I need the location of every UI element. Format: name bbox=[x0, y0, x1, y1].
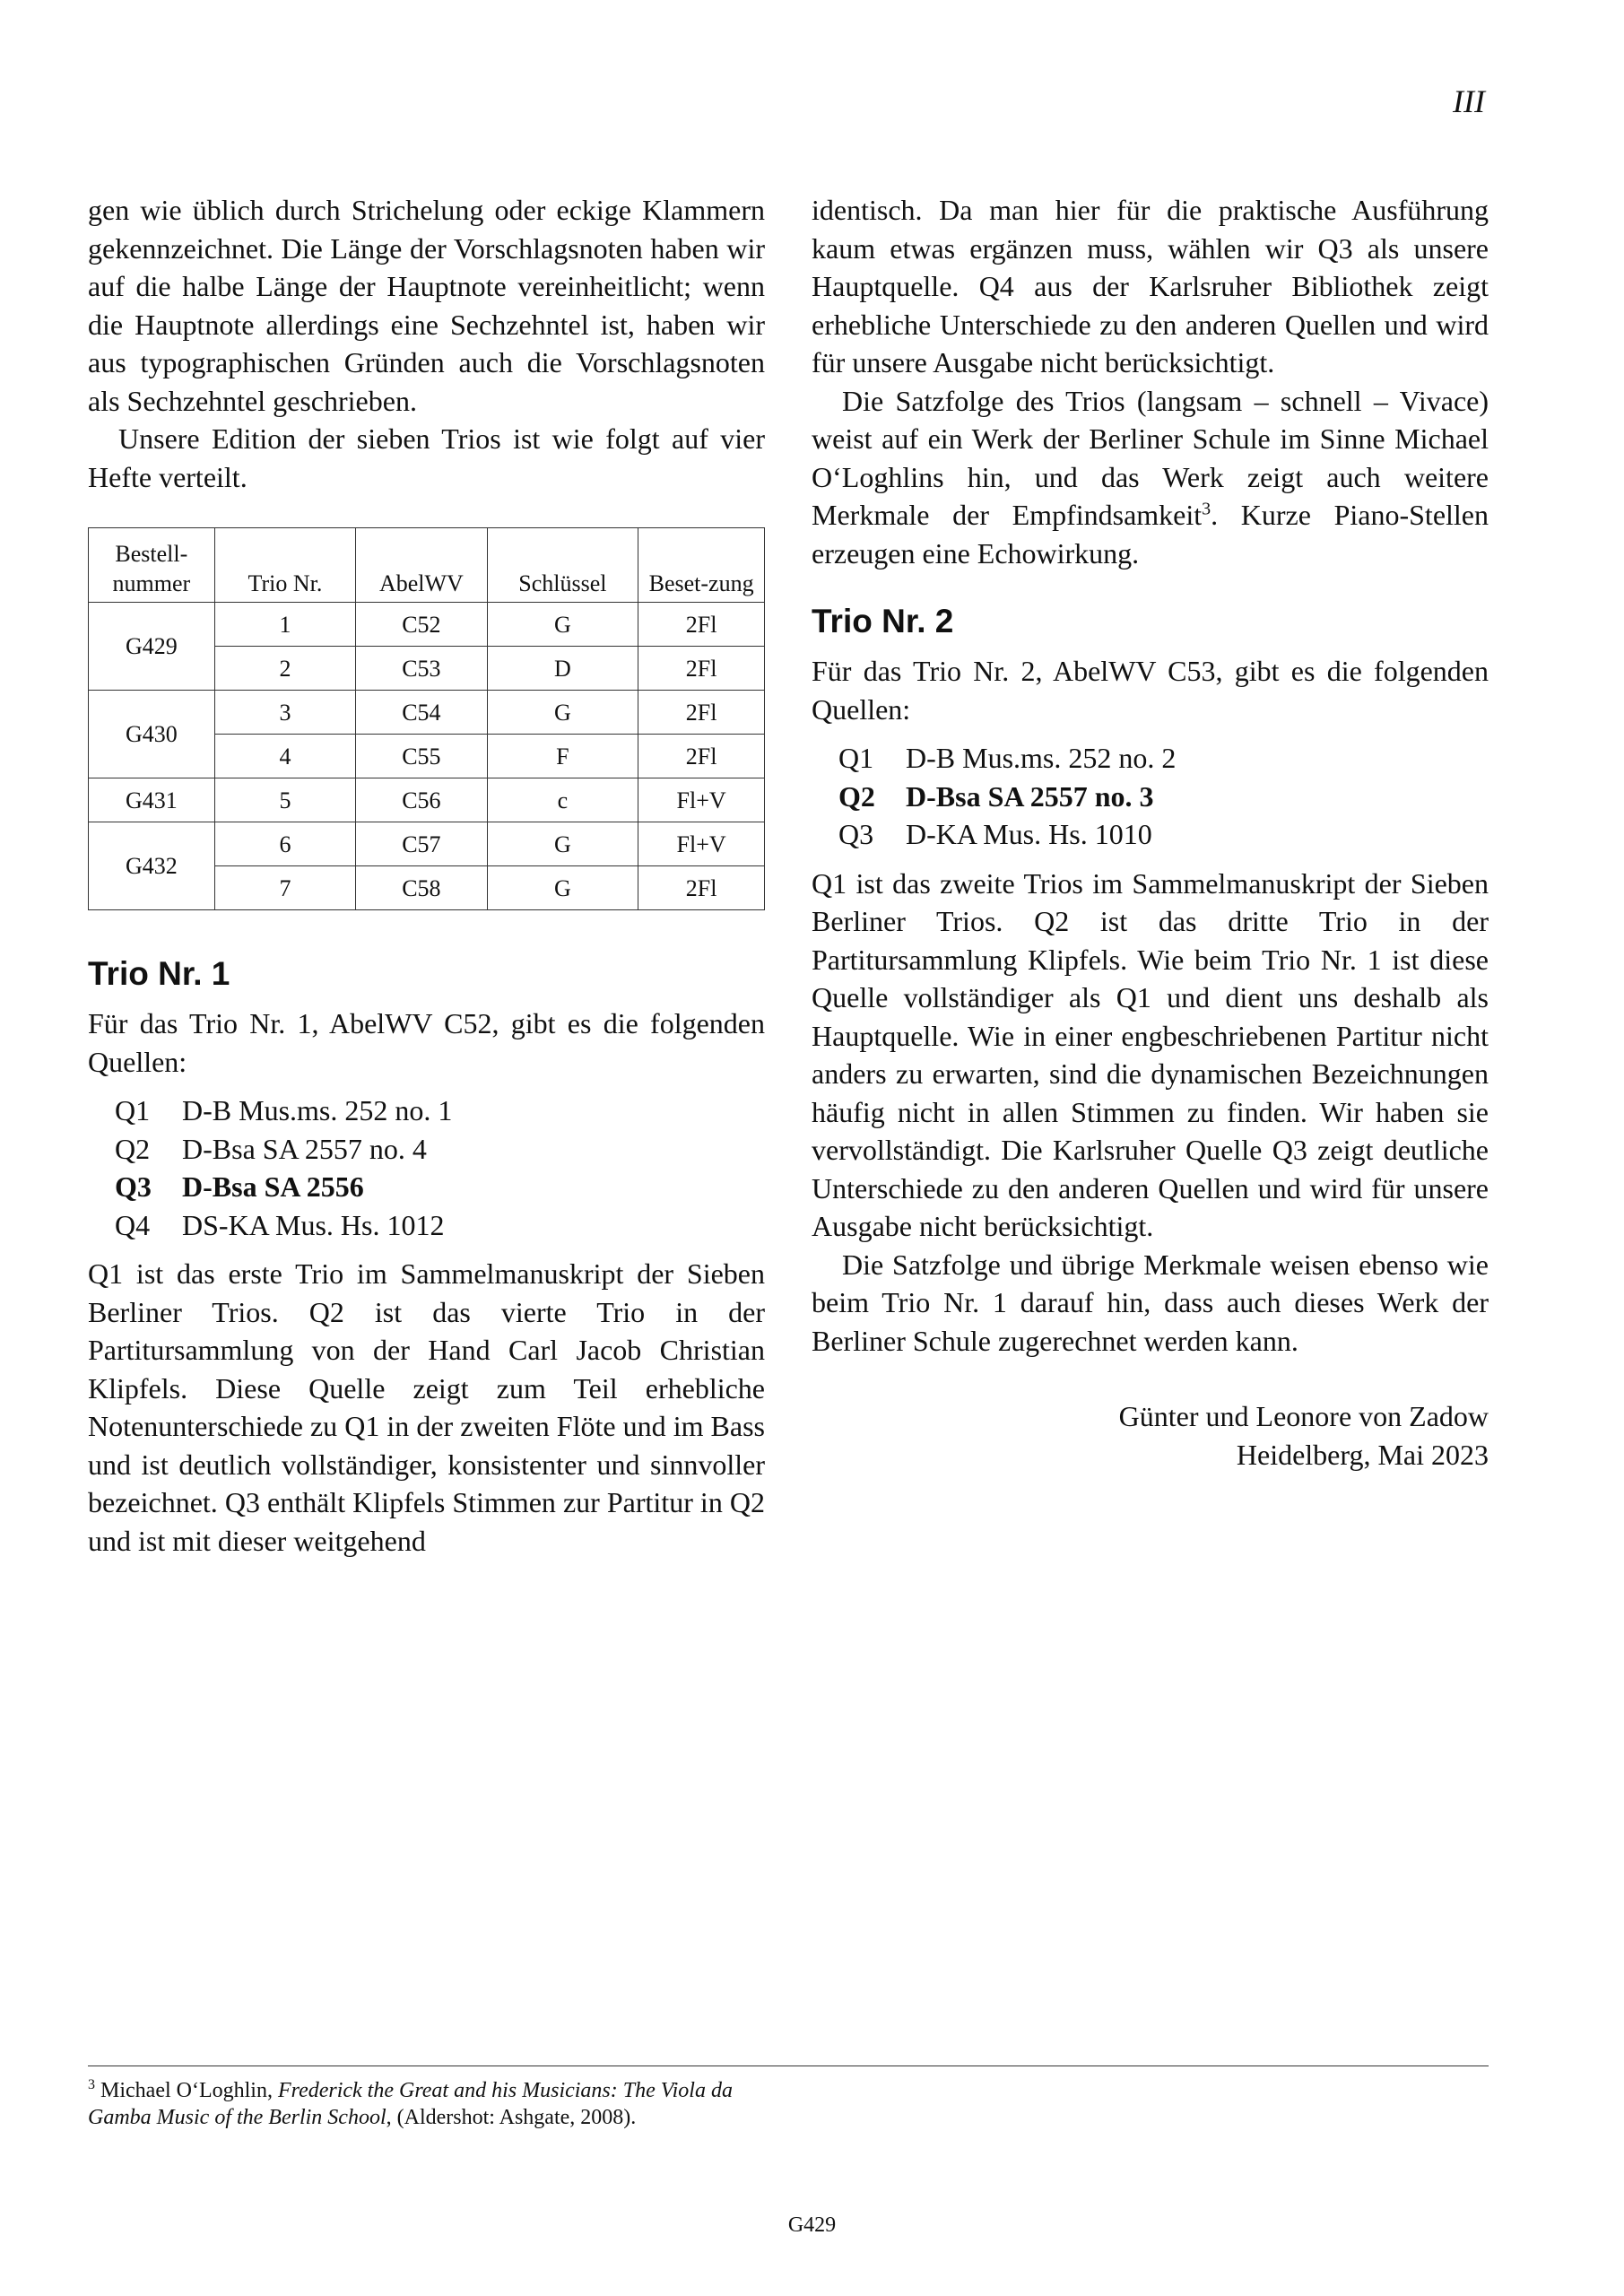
abelwv-cell: C56 bbox=[356, 778, 487, 822]
table-row bbox=[89, 822, 765, 866]
source-code: Q3 bbox=[838, 818, 874, 850]
intro-paragraph: gen wie üblich durch Strichelung oder eckige Klammern gekennzeichnet. Die Länge der Vorschlagsnoten haben wir auf die halbe Länge der Hauptnote vereinheitlicht; wenn die Hauptnote allerdings eine Sechzehntel ist, haben wir aus typographischen Gründen auch die Vorschlagsnoten als Sechzehntel geschrieben. bbox=[88, 194, 765, 417]
header-key: Schlüssel bbox=[487, 528, 638, 603]
source-code: Q2 bbox=[115, 1132, 151, 1165]
key-cell: c bbox=[487, 778, 638, 822]
source-ref: D-Bsa SA 2556 bbox=[182, 1170, 364, 1203]
trio2-source-list bbox=[838, 739, 1489, 854]
scoring-cell: 2Fl bbox=[638, 866, 765, 910]
abelwv-cell: C54 bbox=[356, 691, 487, 735]
order-cell: G429 bbox=[89, 603, 215, 691]
trio1-character-paragraph bbox=[812, 382, 1489, 573]
key-cell: D bbox=[487, 647, 638, 691]
trio1-intro: Für das Trio Nr. 1, AbelWV C52, gibt es die folgenden Quellen: bbox=[88, 1007, 765, 1078]
order-cell: G430 bbox=[89, 691, 215, 778]
source-ref: D-Bsa SA 2557 no. 4 bbox=[182, 1132, 427, 1165]
footnote-publication: , (Aldershot: Ashgate, 2008). bbox=[386, 2106, 637, 2129]
header-trio-number: Trio Nr. bbox=[214, 528, 356, 603]
table-header-row bbox=[89, 528, 765, 603]
right-column bbox=[812, 191, 1489, 1474]
key-cell: G bbox=[487, 822, 638, 866]
abelwv-cell: C55 bbox=[356, 735, 487, 778]
key-cell: G bbox=[487, 691, 638, 735]
trio1-source-list bbox=[115, 1091, 765, 1244]
character-text: Die Satzfolge des Trios (langsam – schnell – Vivace) weist auf ein Werk der Berliner Schule im Sinne Michael O‘Loghlins hin, und das Werk zeigt auch weitere Merkmale der Empfindsamkeit bbox=[812, 384, 1489, 531]
scoring-cell: Fl+V bbox=[638, 822, 765, 866]
source-item bbox=[115, 1091, 765, 1130]
source-code: Q3 bbox=[115, 1170, 152, 1203]
signature bbox=[812, 1397, 1489, 1474]
footnote-reference: 3 bbox=[1202, 499, 1211, 519]
key-cell: G bbox=[487, 866, 638, 910]
footer-edition-code: G429 bbox=[787, 2213, 837, 2237]
main-source-item bbox=[115, 1168, 765, 1206]
trio-cell: 3 bbox=[214, 691, 356, 735]
trio-cell: 2 bbox=[214, 647, 356, 691]
source-code: Q4 bbox=[115, 1208, 151, 1241]
signature-place-date: Heidelberg, Mai 2023 bbox=[1236, 1438, 1489, 1471]
source-code: Q2 bbox=[838, 779, 875, 813]
header-order-number: Bestell-nummer bbox=[89, 528, 215, 603]
abelwv-cell: C57 bbox=[356, 822, 487, 866]
source-code: Q1 bbox=[838, 742, 874, 774]
scoring-cell: Fl+V bbox=[638, 778, 765, 822]
source-ref: D-B Mus.ms. 252 no. 2 bbox=[906, 742, 1177, 774]
source-item bbox=[115, 1130, 765, 1169]
trio2-description: Q1 ist das zweite Trios im Sammelmanuskript der Sieben Berliner Trios. Q2 ist das dritte Trio in der Partitursammlung Klipfels. Wie beim Trio Nr. 1 ist diese Quelle vollständiger als Q1 und dient uns deshalb als Hauptquelle. Wie in einer engbeschriebenen Partitur nicht anders zu erwarten, sind die dynamischen Bezeichnungen häufig nicht in allen Stimmen zu finden. Wir haben sie vervollständigt. Die Karlsruher Quelle Q3 zeigt deutliche Unterschiede zu den anderen Quellen und wird für unsere Ausgabe nicht berücksichtigt. bbox=[812, 866, 1489, 1242]
order-cell: G432 bbox=[89, 822, 215, 910]
edition-table bbox=[88, 527, 765, 910]
source-ref: D-B Mus.ms. 252 no. 1 bbox=[182, 1094, 453, 1126]
table-row bbox=[89, 603, 765, 647]
key-cell: G bbox=[487, 603, 638, 647]
table-row bbox=[89, 778, 765, 822]
trio2-heading: Trio Nr. 2 bbox=[812, 603, 954, 639]
trio-cell: 5 bbox=[214, 778, 356, 822]
table-row bbox=[89, 691, 765, 735]
source-item bbox=[838, 815, 1489, 854]
footnote bbox=[88, 2077, 769, 2131]
abelwv-cell: C58 bbox=[356, 866, 487, 910]
scoring-cell: 2Fl bbox=[638, 691, 765, 735]
trio2-intro: Für das Trio Nr. 2, AbelWV C53, gibt es die folgenden Quellen: bbox=[812, 655, 1489, 726]
trio1-continuation: identisch. Da man hier für die praktische Ausführung kaum etwas ergänzen muss, wählen wir Q3 als unsere Hauptquelle. Q4 aus der Karlsruher Bibliothek zeigt erhebliche Unterschiede zu den anderen Quellen und wird für unsere Ausgabe nicht berücksichtigt. bbox=[812, 194, 1489, 378]
scoring-cell: 2Fl bbox=[638, 647, 765, 691]
character-text-end: . Kurze Piano-Stellen erzeugen eine Echowirkung. bbox=[812, 499, 1489, 570]
trio-cell: 7 bbox=[214, 866, 356, 910]
order-cell: G431 bbox=[89, 778, 215, 822]
source-item bbox=[838, 739, 1489, 778]
scoring-cell: 2Fl bbox=[638, 735, 765, 778]
source-code: Q1 bbox=[115, 1094, 151, 1126]
source-item bbox=[115, 1206, 765, 1245]
page-number: III bbox=[1453, 83, 1485, 119]
source-ref: DS-KA Mus. Hs. 1012 bbox=[182, 1208, 445, 1241]
left-column bbox=[88, 191, 765, 1560]
trio-cell: 4 bbox=[214, 735, 356, 778]
trio1-heading: Trio Nr. 1 bbox=[88, 955, 230, 992]
footnote-number: 3 bbox=[88, 2077, 95, 2092]
footnote-author: Michael O‘Loghlin, bbox=[100, 2079, 278, 2102]
abelwv-cell: C53 bbox=[356, 647, 487, 691]
key-cell: F bbox=[487, 735, 638, 778]
footnote-title: Frederick the Great and his Musicians: The Viola da Gamba Music of the Berlin School bbox=[88, 2079, 733, 2129]
trio-cell: 1 bbox=[214, 603, 356, 647]
header-scoring: Beset-zung bbox=[638, 528, 765, 603]
signature-names: Günter und Leonore von Zadow bbox=[1118, 1400, 1489, 1432]
header-abelwv: AbelWV bbox=[356, 528, 487, 603]
trio1-description: Q1 ist das erste Trio im Sammelmanuskript der Sieben Berliner Trios. Q2 ist das vierte Trio in der Partitursammlung von der Hand Carl Jacob Christian Klipfels. Diese Quelle zeigt zum Teil erhebliche Notenunterschiede zu Q1 in der zweiten Flöte und im Bass und ist deutlich vollständiger, konsistenter und sinnvoller bezeichnet. Q3 enthält Klipfels Stimmen zur Partitur in Q2 und ist mit dieser weitgehend bbox=[88, 1257, 765, 1557]
scoring-cell: 2Fl bbox=[638, 603, 765, 647]
trio-cell: 6 bbox=[214, 822, 356, 866]
trio2-conclusion: Die Satzfolge und übrige Merkmale weisen ebenso wie beim Trio Nr. 1 darauf hin, dass auch dieses Werk der Berliner Schule zugerechnet werden kann. bbox=[812, 1248, 1489, 1357]
edition-paragraph: Unsere Edition der sieben Trios ist wie folgt auf vier Hefte verteilt. bbox=[88, 422, 765, 493]
source-ref: D-Bsa SA 2557 no. 3 bbox=[906, 779, 1154, 813]
source-ref: D-KA Mus. Hs. 1010 bbox=[906, 818, 1152, 850]
abelwv-cell: C52 bbox=[356, 603, 487, 647]
main-source-item bbox=[838, 778, 1489, 816]
